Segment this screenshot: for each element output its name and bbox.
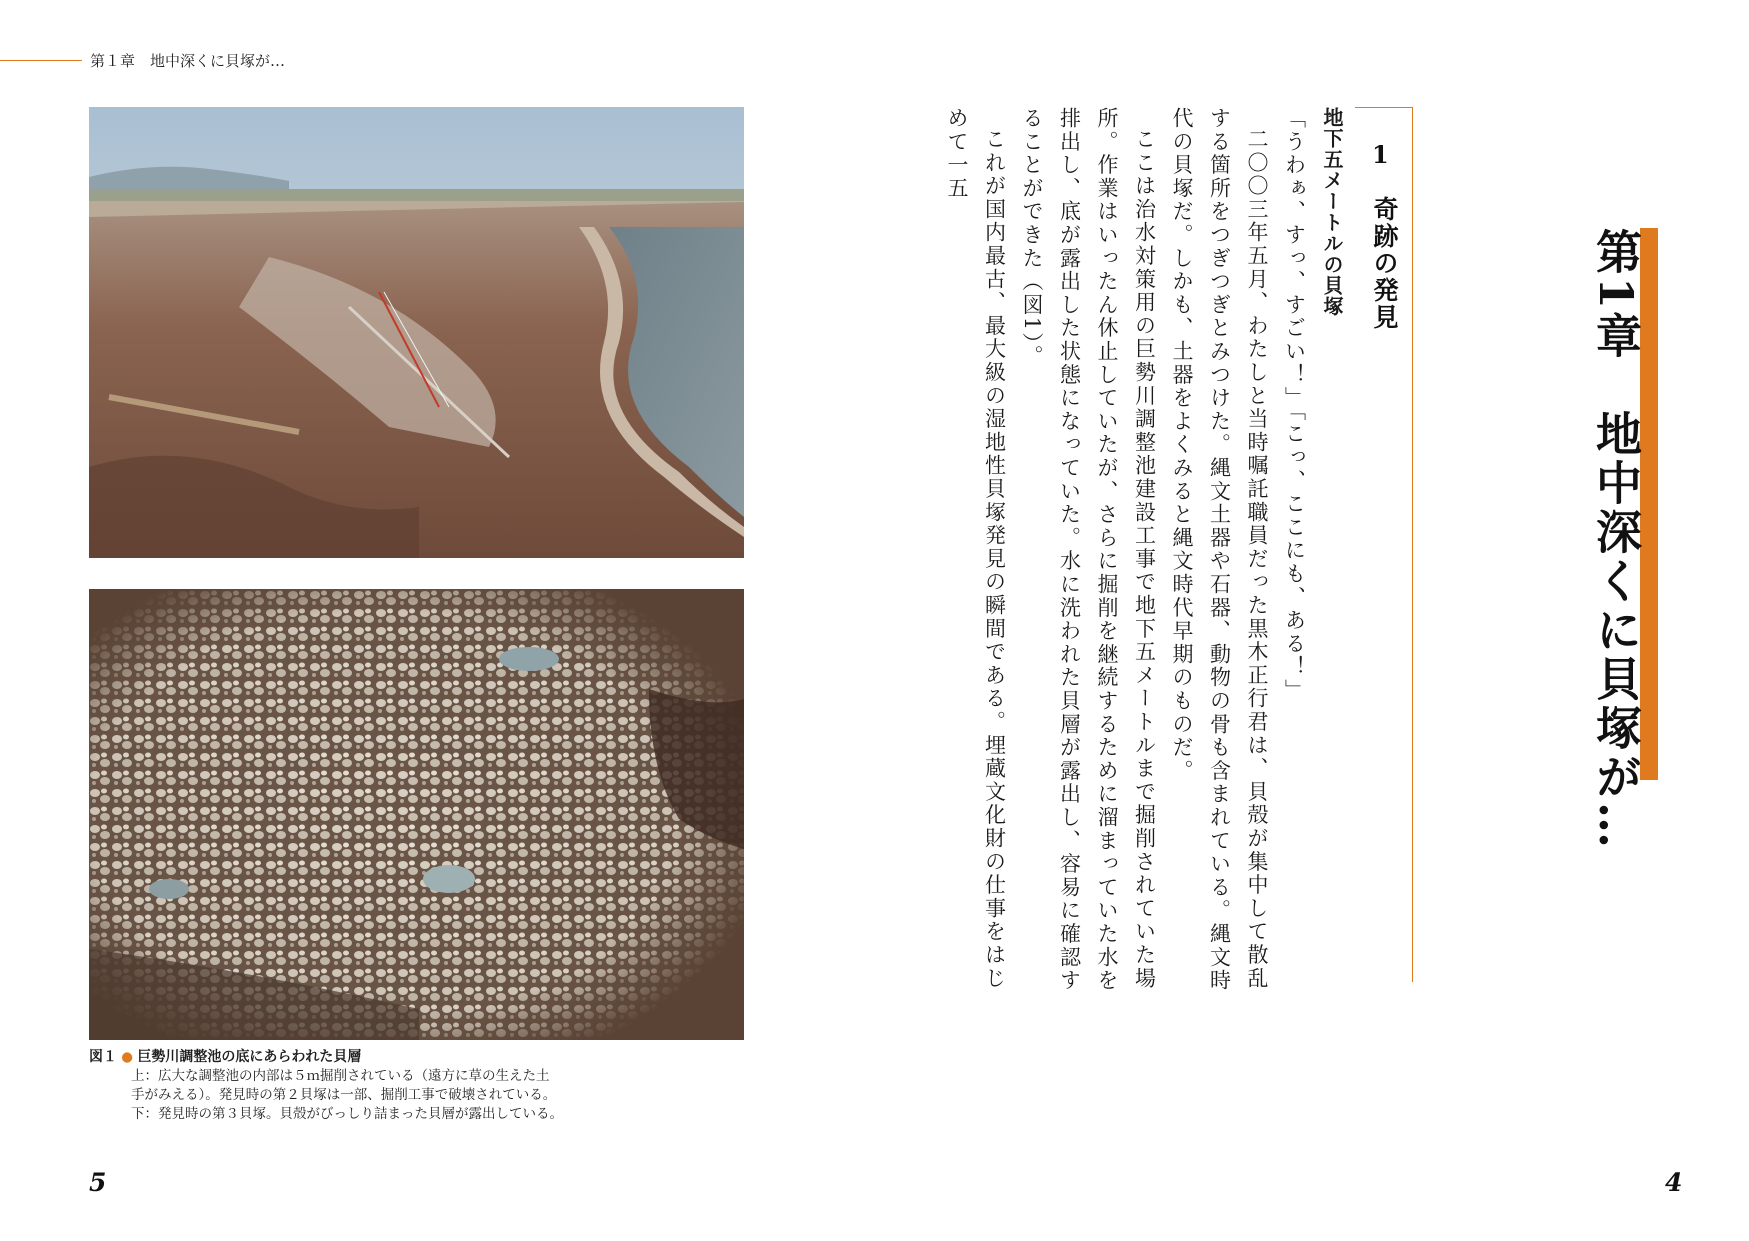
figure-bullet: ● bbox=[117, 1049, 138, 1065]
section-frame-side-rule bbox=[1412, 107, 1413, 982]
figure-caption bbox=[89, 1048, 749, 1124]
figure-caption-line: 下：発見時の第３貝塚。貝殻がびっしり詰まった貝層が露出している。 bbox=[131, 1106, 563, 1122]
body-paragraph: 二〇〇三年五月、わたしと当時嘱託職員だった黒木正行君は、貝殻が集中して散乱する箇所をつぎつぎとみつけた。縄文土器や石器、動物の骨も含まれている。縄文時代の貝塚だ。しかも、土器をよくみると縄文時代早期のものだ。 bbox=[1170, 107, 1269, 993]
section-frame-top-rule bbox=[1355, 107, 1413, 108]
photo-excavation-site bbox=[89, 107, 744, 558]
figure-caption-line: 手がみえる）。発見時の第２貝塚は一部、掘削工事で破壊されている。 bbox=[131, 1087, 557, 1103]
figure-label: 図１ bbox=[89, 1049, 117, 1065]
body-subheading: 地下五メートルの貝塚 bbox=[1320, 107, 1344, 317]
figure-caption-line: 上：広大な調整池の内部は５ｍ掘削されている（遠方に草の生えた土 bbox=[131, 1068, 550, 1084]
chapter-title: 第1章 地中深くに貝塚が… bbox=[1589, 228, 1643, 852]
section-title: 奇跡の発見 bbox=[1370, 196, 1399, 331]
photo-shell-layer-graphic bbox=[89, 589, 744, 1040]
figure-caption-title bbox=[89, 1048, 749, 1067]
body-text bbox=[945, 107, 1350, 1007]
running-head: 第１章 地中深くに貝塚が… bbox=[90, 52, 286, 70]
page-number-left: 5 bbox=[89, 1168, 107, 1197]
photo-shell-layer bbox=[89, 589, 744, 1040]
photo-excavation-site-graphic bbox=[89, 107, 744, 558]
page-number-right: 4 bbox=[1665, 1168, 1683, 1197]
body-paragraph: 「うわぁ、すっ、すごい！」「こっ、ここにも、ある！」 bbox=[1282, 107, 1307, 703]
body-paragraph: ここは治水対策用の巨勢川調整池建設工事で地下五メートルまで掘削されていた場所。作業はいったん休止していたが、さらに掘削を継続するために溜まっていた水を排出し、底が露出した状態になっていた。水に洗われた貝層が露出し、容易に確認することができた（図1）。 bbox=[1020, 107, 1157, 993]
body-paragraph: これが国内最古、最大級の湿地性貝塚発見の瞬間である。埋蔵文化財の仕事をはじめて一五 bbox=[945, 107, 1007, 991]
section-number: 1 bbox=[1372, 140, 1389, 169]
running-head-rule bbox=[0, 60, 82, 61]
figure-title: 巨勢川調整池の底にあらわれた貝層 bbox=[137, 1049, 362, 1065]
